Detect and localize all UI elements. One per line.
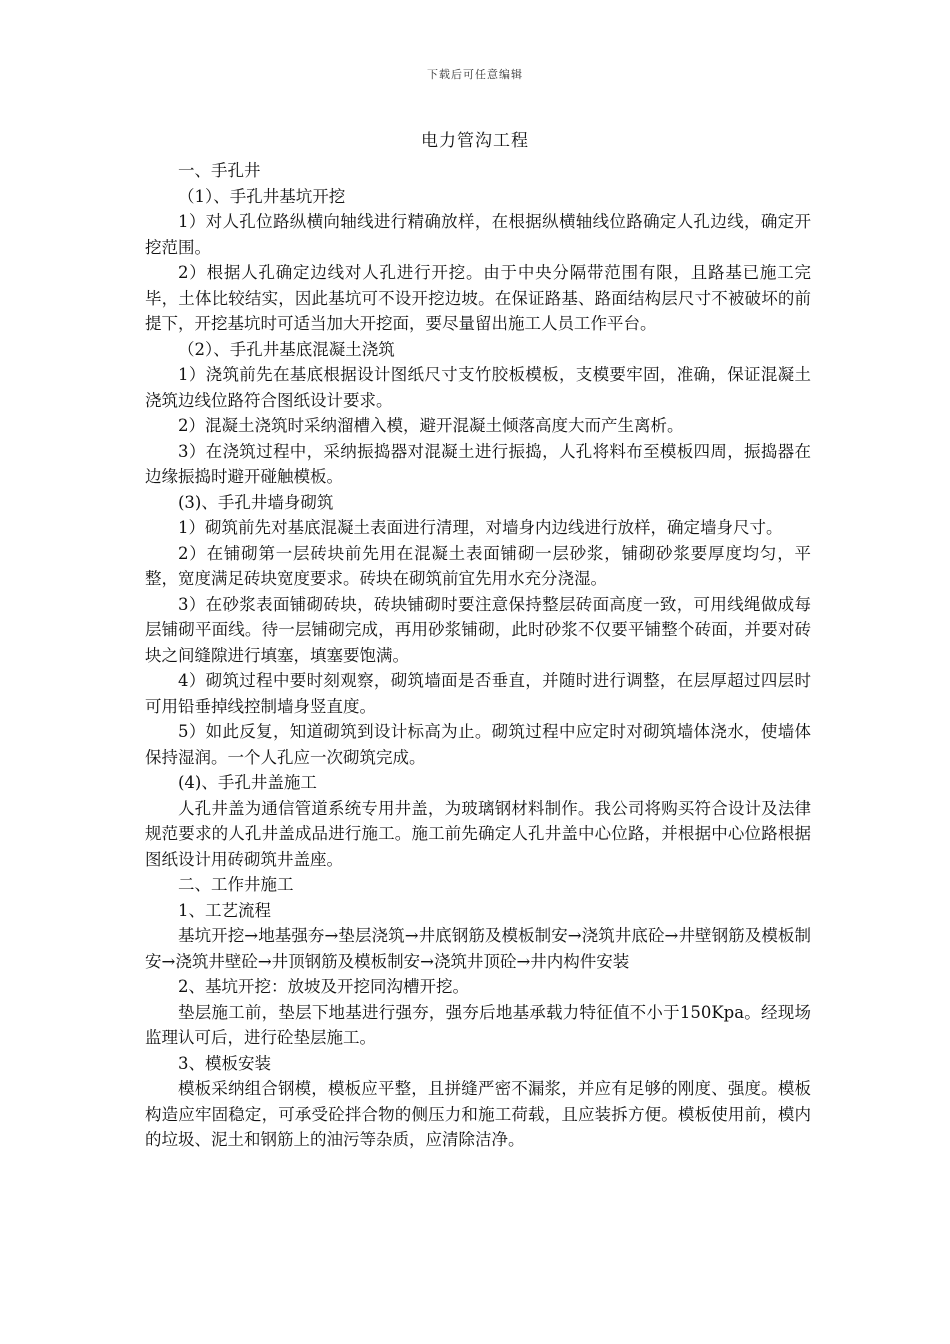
paragraph: 2）根据人孔确定边线对人孔进行开挖。由于中央分隔带范围有限，且路基已施工完毕，土体比较结实，因此基坑可不设开挖边坡。在保证路基、路面结构层尺寸不被破坏的前提下，开挖基坑时可适当加大开挖面，要尽量留出施工人员工作平台。 [145, 263, 811, 333]
subsection-heading: 3、模板安装 [178, 1053, 271, 1073]
document-body [145, 158, 811, 1153]
paragraph: 模板采纳组合钢模，模板应平整，且拼缝严密不漏浆，并应有足够的刚度、强度。模板构造应牢固稳定，可承受砼拌合物的侧压力和施工荷载，且应装拆方便。模板使用前，模内的垃圾、泥土和钢筋上的油污等杂质，应清除洁净。 [145, 1079, 811, 1149]
paragraph: 1）浇筑前先在基底根据设计图纸尺寸支竹胶板模板，支模要牢固，准确，保证混凝土浇筑边线位路符合图纸设计要求。 [145, 365, 811, 410]
paragraph: 4）砌筑过程中要时刻观察，砌筑墙面是否垂直，并随时进行调整，在层厚超过四层时可用铅垂掉线控制墙身竖直度。 [145, 671, 811, 716]
section-heading: 二、工作井施工 [178, 875, 294, 894]
subsection-heading: （1）、手孔井基坑开挖 [178, 186, 346, 206]
paragraph: 垫层施工前，垫层下地基进行强夯，强夯后地基承载力特征值不小于150Kpa。经现场监理认可后，进行砼垫层施工。 [145, 1002, 811, 1047]
paragraph: 5）如此反复，知道砌筑到设计标高为止。砌筑过程中应定时对砌筑墙体浇水，使墙体保持湿润。一个人孔应一次砌筑完成。 [145, 722, 811, 767]
paragraph: 2、基坑开挖：放坡及开挖同沟槽开挖。 [178, 977, 469, 996]
subsection-heading: 1、工艺流程 [178, 900, 271, 920]
subsection-heading: （2）、手孔井基底混凝土浇筑 [178, 339, 395, 359]
paragraph: 人孔井盖为通信管道系统专用井盖，为玻璃钢材料制作。我公司将购买符合设计及法律规范要求的人孔井盖成品进行施工。施工前先确定人孔井盖中心位路，并根据中心位路根据图纸设计用砖砌筑井盖座。 [145, 798, 811, 869]
header-note: 下载后可任意编辑 [427, 68, 523, 81]
paragraph: 基坑开挖→地基强夯→垫层浇筑→井底钢筋及模板制安→浇筑井底砼→井壁钢筋及模板制安→浇筑井壁砼→井顶钢筋及模板制安→浇筑井顶砼→井内构件安装 [145, 926, 811, 971]
paragraph: 3）在砂浆表面铺砌砖块，砖块铺砌时要注意保持整层砖面高度一致，可用线绳做成每层铺砌平面线。待一层铺砌完成，再用砂浆铺砌，此时砂浆不仅要平铺整个砖面，并要对砖块之间缝隙进行填塞，填塞要饱满。 [145, 594, 811, 665]
paragraph: 2）混凝土浇筑时采纳溜槽入模，避开混凝土倾落高度大而产生离析。 [178, 416, 684, 435]
document-title: 电力管沟工程 [421, 131, 529, 151]
section-heading: 一、手孔井 [178, 161, 261, 180]
paragraph: 2）在铺砌第一层砖块前先用在混凝土表面铺砌一层砂浆，铺砌砂浆要厚度均匀，平整，宽度满足砖块宽度要求。砖块在砌筑前宜先用水充分浇湿。 [145, 543, 811, 588]
paragraph: 3）在浇筑过程中，采纳振捣器对混凝土进行振捣，人孔将料布至模板四周，振捣器在边缘振捣时避开碰触模板。 [145, 441, 811, 486]
subsection-heading: (3)、手孔井墙身砌筑 [178, 492, 334, 512]
paragraph: 1）砌筑前先对基底混凝土表面进行清理，对墙身内边线进行放样，确定墙身尺寸。 [178, 518, 783, 537]
paragraph: 1）对人孔位路纵横向轴线进行精确放样，在根据纵横轴线位路确定人孔边线，确定开挖范围。 [145, 212, 811, 257]
subsection-heading: (4)、手孔井盖施工 [178, 773, 317, 792]
